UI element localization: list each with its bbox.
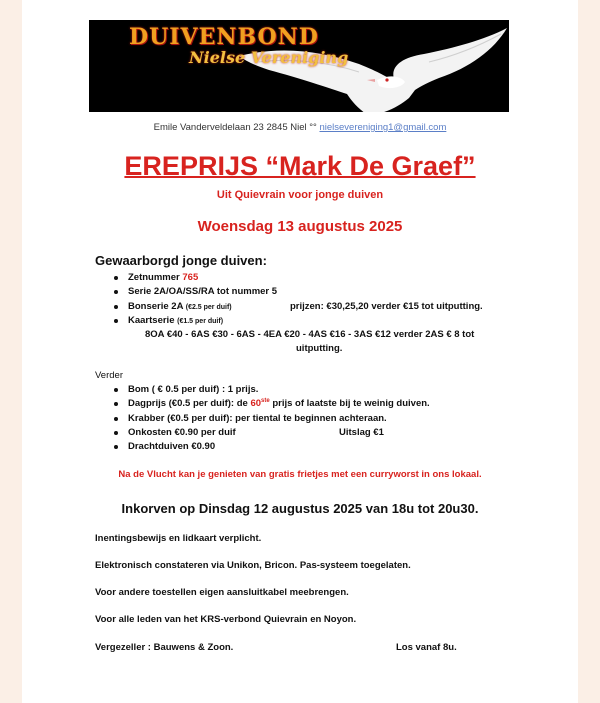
paragraph-vaccination: Inentingsbewijs en lidkaart verplicht. [95, 533, 262, 544]
kaartserie-line1: 8OA €40 - 6AS €30 - 6AS - 4EA €20 - 4AS €16 - 3AS €12 verder 2AS € 8 tot [145, 329, 475, 340]
dagprijs-text: Dagprijs (€0.5 per duif): de [128, 398, 251, 410]
zetnummer-value: 765 [182, 272, 199, 283]
verder-list [114, 384, 430, 455]
inkorven-text: Inkorven op Dinsdag 12 augustus 2025 van 18u tot 20u30. [121, 501, 479, 516]
bonserie-price: (€2.5 per duif) [185, 303, 232, 311]
email-link[interactable]: nielsevereniging1@gmail.com [319, 122, 447, 133]
serie-text: Serie 2A/OA/SS/RA tot nummer 5 [128, 286, 278, 298]
uitslag-text: Uitslag €1 [339, 427, 384, 438]
release-time: Los vanaf 8u. [396, 642, 457, 653]
zetnummer-label: Zetnummer [128, 272, 183, 283]
list-item [114, 384, 430, 398]
bom-text: Bom ( € 0.5 per duif) : 1 prijs. [128, 384, 259, 395]
kaartserie-price: (€1.5 per duif) [177, 317, 224, 325]
club-banner [89, 20, 509, 112]
banner-subtitle: Nielse Vereniging [189, 48, 349, 67]
vergezeller-text: Vergezeller : Bauwens & Zoon. [95, 642, 234, 653]
krabber-text: Krabber (€0.5 per duif): per tiental te beginnen achteraan. [128, 412, 387, 424]
paragraph-electronic: Elektronisch constateren via Unikon, Bricon. Pas-systeem toegelaten. [95, 560, 411, 571]
dagprijs-rest: prijs of laatste bij te weinig duiven. [269, 398, 430, 410]
list-item [114, 398, 430, 412]
list-item [114, 272, 277, 286]
bonserie-prizes: prijzen: €30,25,20 verder €15 tot uitputting. [290, 301, 483, 312]
street-address: Emile Vanderveldelaan 23 2845 Niel °° [153, 122, 317, 133]
event-date: Woensdag 13 augustus 2025 [197, 218, 403, 235]
guaranteed-list [114, 272, 277, 329]
list-item [114, 413, 430, 427]
dagprijs-suffix: ste [261, 398, 270, 405]
paragraph-devices: Voor andere toestellen eigen aansluitkabel meebrengen. [95, 587, 349, 598]
dagprijs-number: 60 [250, 398, 262, 410]
page-subtitle: Uit Quievrain voor jonge duiven [216, 189, 384, 201]
drachtduiven-text: Drachtduiven €0.90 [128, 441, 216, 453]
bonserie-label: Bonserie 2A [128, 300, 186, 312]
notice-text: Na de Vlucht kan je genieten van gratis frietjes met een curryworst in ons lokaal. [118, 469, 482, 480]
list-item [114, 441, 430, 455]
list-item [114, 301, 277, 315]
kaartserie-line2: uitputting. [296, 343, 343, 354]
list-item [114, 286, 277, 300]
banner-title: DUIVENBOND [129, 24, 319, 50]
address-line [0, 122, 600, 133]
guaranteed-heading: Gewaarborgd jonge duiven: [95, 253, 267, 268]
page-title: EREPRIJS “Mark De Graef” [124, 151, 476, 181]
list-item [114, 315, 277, 329]
onkosten-text: Onkosten €0.90 per duif [128, 426, 236, 438]
verder-heading: Verder [95, 370, 123, 381]
kaartserie-label: Kaartserie [128, 314, 178, 326]
paragraph-members: Voor alle leden van het KRS-verbond Quievrain en Noyon. [95, 614, 357, 625]
